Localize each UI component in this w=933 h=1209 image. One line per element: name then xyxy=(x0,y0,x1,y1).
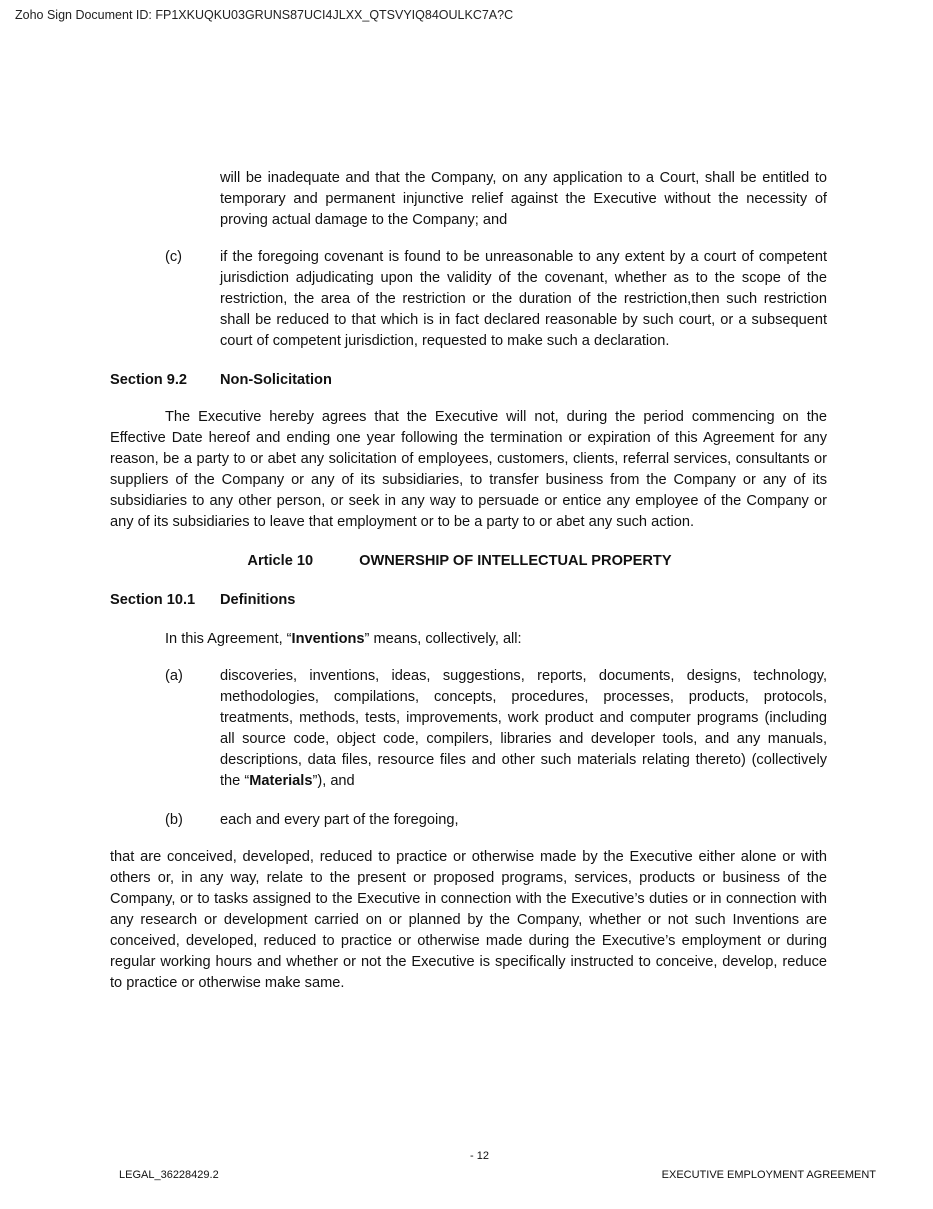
section-9-2-paragraph: The Executive hereby agrees that the Executive will not, during the period commencing on the Effective Date hereof and ending one year following the termination or expiration of this Agreement for any reason, be a party to or abet any solicitation of employees, customers, clients, referral services, consultants or suppliers of the Company or any of its subsidiaries, to transfer business from the Company or any of its subsidiaries to any other person, or seek in any way to persuade or entice any employee of the Company or any of its subsidiaries to leave that employment or to be a party to or abet any such action. xyxy=(110,409,827,530)
list-item-a xyxy=(165,666,827,792)
document-id-header: Zoho Sign Document ID: FP1XKUQKU03GRUNS87UCI4JLXX_QTSVYIQ84OULKC7A?C xyxy=(15,8,514,22)
footer-doc-code: LEGAL_36228429.2 xyxy=(119,1169,219,1181)
footer-doc-title: EXECUTIVE EMPLOYMENT AGREEMENT xyxy=(661,1169,876,1181)
list-marker-b: (b) xyxy=(165,812,183,828)
definitions-intro-after: ” means, collectively, all: xyxy=(364,631,522,647)
list-marker-c: (c) xyxy=(165,249,183,265)
section-9-2-heading xyxy=(110,370,827,391)
document-body xyxy=(110,168,827,994)
list-marker-a: (a) xyxy=(165,668,183,684)
article-10-number: Article 10 xyxy=(247,553,314,569)
list-text-c: if the foregoing covenant is found to be unreasonable to any extent by a court of competent jurisdiction adjudicating upon the validity of the covenant, whether as to the scope of the restriction, the area of the restriction or the duration of the restriction,then such restriction shall be reduced to that which is in fact declared reasonable by such court, or a subsequent court of competent jurisdiction, requested to make such a declaration. xyxy=(220,249,827,349)
section-10-1-title: Definitions xyxy=(220,592,296,608)
page-number: - 12 xyxy=(470,1150,489,1162)
section-10-1-number: Section 10.1 xyxy=(110,592,196,608)
continuation-paragraph: will be inadequate and that the Company, on any application to a Court, shall be entitled to temporary and permanent injunctive relief against the Executive without the necessity of proving actual damage to the Company; and xyxy=(220,170,827,228)
definitions-term-inventions: Inventions xyxy=(291,631,365,647)
definitions-intro xyxy=(165,629,827,650)
list-text-a-after: ”), and xyxy=(312,773,355,789)
section-10-1-heading xyxy=(110,590,827,611)
definitions-intro-before: In this Agreement, “ xyxy=(165,631,292,647)
list-text-a-before: discoveries, inventions, ideas, suggestions, reports, documents, designs, technology, methodologies, compilations, concepts, procedures, processes, products, protocols, treatments, methods, tests, improvements, work product and computer programs (including all source code, object code, compilers, libraries and developer tools, and any manuals, descriptions, data files, resource files and other such materials relating thereto) (collectively the “ xyxy=(220,668,827,789)
list-text-b: each and every part of the foregoing, xyxy=(220,812,459,828)
article-10-heading xyxy=(110,551,827,572)
section-9-2-title: Non-Solicitation xyxy=(220,372,332,388)
list-item-b xyxy=(165,810,827,831)
article-10-title: OWNERSHIP OF INTELLECTUAL PROPERTY xyxy=(359,553,672,569)
definitions-term-materials: Materials xyxy=(249,773,313,789)
list-item-c xyxy=(165,247,827,352)
section-9-2-number: Section 9.2 xyxy=(110,372,188,388)
closing-paragraph: that are conceived, developed, reduced to practice or otherwise made by the Executive either alone or with others or, in any way, relate to the present or proposed programs, services, products or business of the Company, or to tasks assigned to the Executive in connection with the Executive’s duties or in connection with any research or development carried on or planned by the Company, whether or not such Inventions are conceived, developed, reduced to practice or otherwise made during the Executive’s employment or during regular working hours and whether or not the Executive is specifically instructed to conceive, develop, reduce to practice or otherwise make same. xyxy=(110,849,827,991)
